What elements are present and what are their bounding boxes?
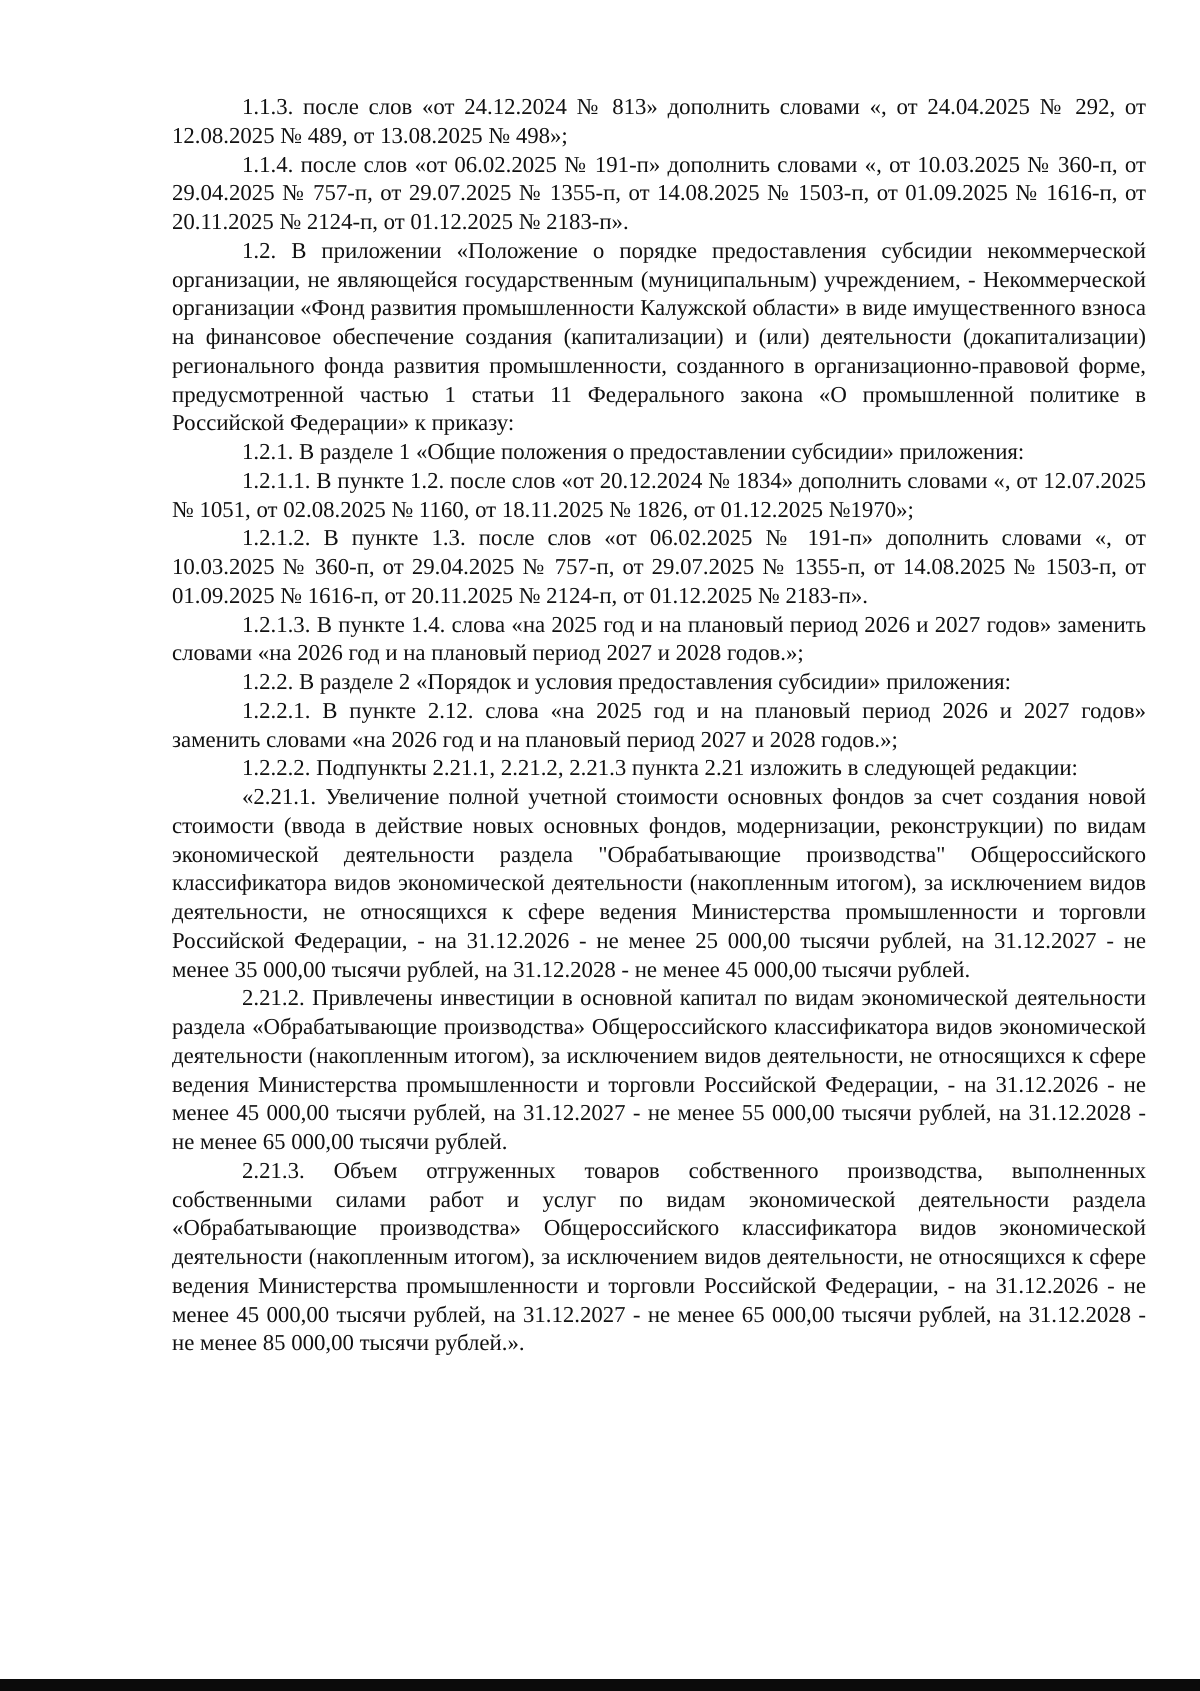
paragraph-1-2-1: 1.2.1. В разделе 1 «Общие положения о предоставлении субсидии» приложения: (242, 439, 1025, 464)
paragraph-2-21-2: 2.21.2. Привлечены инвестиции в основной капитал по видам экономической деятельности раздела «Обрабатывающие производства» Общероссийского классификатора видов экономической деятельности (накопленным итогом), за исключением видов деятельности, не относящихся к сфере ведения Министерства промышленности и торговли Российской Федерации, - на 31.12.2026 - не менее 45 000,00 тысячи рублей, на 31.12.2027 - не менее 55 000,00 тысячи рублей, на 31.12.2028 - не менее 65 000,00 тысячи рублей. (172, 985, 1146, 1154)
paragraph-2-21-1: «2.21.1. Увеличение полной учетной стоимости основных фондов за счет создания новой стоимости (ввода в действие новых основных фондов, модернизации, реконструкции) по видам экономической деятельности раздела "Обрабатывающие производства" Общероссийского классификатора видов экономической деятельности (накопленным итогом), за исключением видов деятельности, не относящихся к сфере ведения Министерства промышленности и торговли Российской Федерации, - на 31.12.2026 - не менее 25 000,00 тысячи рублей, на 31.12.2027 - не менее 35 000,00 тысячи рублей, на 31.12.2028 - не менее 45 000,00 тысячи рублей. (172, 784, 1146, 982)
paragraph-2-21-3: 2.21.3. Объем отгруженных товаров собственного производства, выполненных собственными силами работ и услуг по видам экономической деятельности раздела «Обрабатывающие производства» Общероссийского классификатора видов экономической деятельности (накопленным итогом), за исключением видов деятельности, не относящихся к сфере ведения Министерства промышленности и торговли Российской Федерации, - на 31.12.2026 - не менее 45 000,00 тысячи рублей, на 31.12.2027 - не менее 65 000,00 тысячи рублей, на 31.12.2028 - не менее 85 000,00 тысячи рублей.». (172, 1157, 1146, 1356)
paragraph-1-1-4: 1.1.4. после слов «от 06.02.2025 № 191-п» дополнить словами «, от 10.03.2025 № 360-п, от 29.04.2025 № 757-п, от 29.07.2025 № 1355-п, от 14.08.2025 № 1503-п, от 01.09.2025 № 1616-п, от 20.11.2025 № 2124-п, от 01.12.2025 № 2183-п». (172, 151, 1146, 234)
paragraph-1-2-1-1: 1.2.1.1. В пункте 1.2. после слов «от 20.12.2024 № 1834» дополнить словами «, от 12.07.2025 № 1051, от 02.08.2025 № 1160, от 18.11.2025 № 1826, от 01.12.2025 №1970»; (172, 467, 1146, 522)
paragraph-1-2-1-3: 1.2.1.3. В пункте 1.4. слова «на 2025 год и на плановый период 2026 и 2027 годов» заменить словами «на 2026 год и на плановый период 2027 и 2028 годов.»; (172, 611, 1146, 666)
document-body (172, 93, 1146, 1358)
paragraph-1-2-1-2: 1.2.1.2. В пункте 1.3. после слов «от 06.02.2025 № 191-п» дополнить словами «, от 10.03.2025 № 360-п, от 29.04.2025 № 757-п, от 29.07.2025 № 1355-п, от 14.08.2025 № 1503-п, от 01.09.2025 № 1616-п, от 20.11.2025 № 2124-п, от 01.12.2025 № 2183-п». (172, 525, 1146, 608)
paragraph-1-2-2-1: 1.2.2.1. В пункте 2.12. слова «на 2025 год и на плановый период 2026 и 2027 годов» заменить словами «на 2026 год и на плановый период 2027 и 2028 годов.»; (172, 697, 1146, 752)
paragraph-1-1-3: 1.1.3. после слов «от 24.12.2024 № 813» дополнить словами «, от 24.04.2025 № 292, от 12.08.2025 № 489, от 13.08.2025 № 498»; (172, 94, 1146, 148)
paragraph-1-2: 1.2. В приложении «Положение о порядке предоставления субсидии некоммерческой организации, не являющейся государственным (муниципальным) учреждением, - Некоммерческой организации «Фонд развития промышленности Калужской области» в виде имущественного взноса на финансовое обеспечение создания (капитализации) и (или) деятельности (докапитализации) регионального фонда развития промышленности, созданного в организационно-правовой форме, предусмотренной частью 1 статьи 11 Федерального закона «О промышленной политике в Российской Федерации» к приказу: (172, 237, 1146, 436)
paragraph-1-2-2-2: 1.2.2.2. Подпункты 2.21.1, 2.21.2, 2.21.3 пункта 2.21 изложить в следующей редакции: (242, 755, 1078, 781)
paragraph-1-2-2: 1.2.2. В разделе 2 «Порядок и условия предоставления субсидии» приложения: (242, 669, 1011, 694)
scan-bottom-edge (0, 1679, 1200, 1691)
